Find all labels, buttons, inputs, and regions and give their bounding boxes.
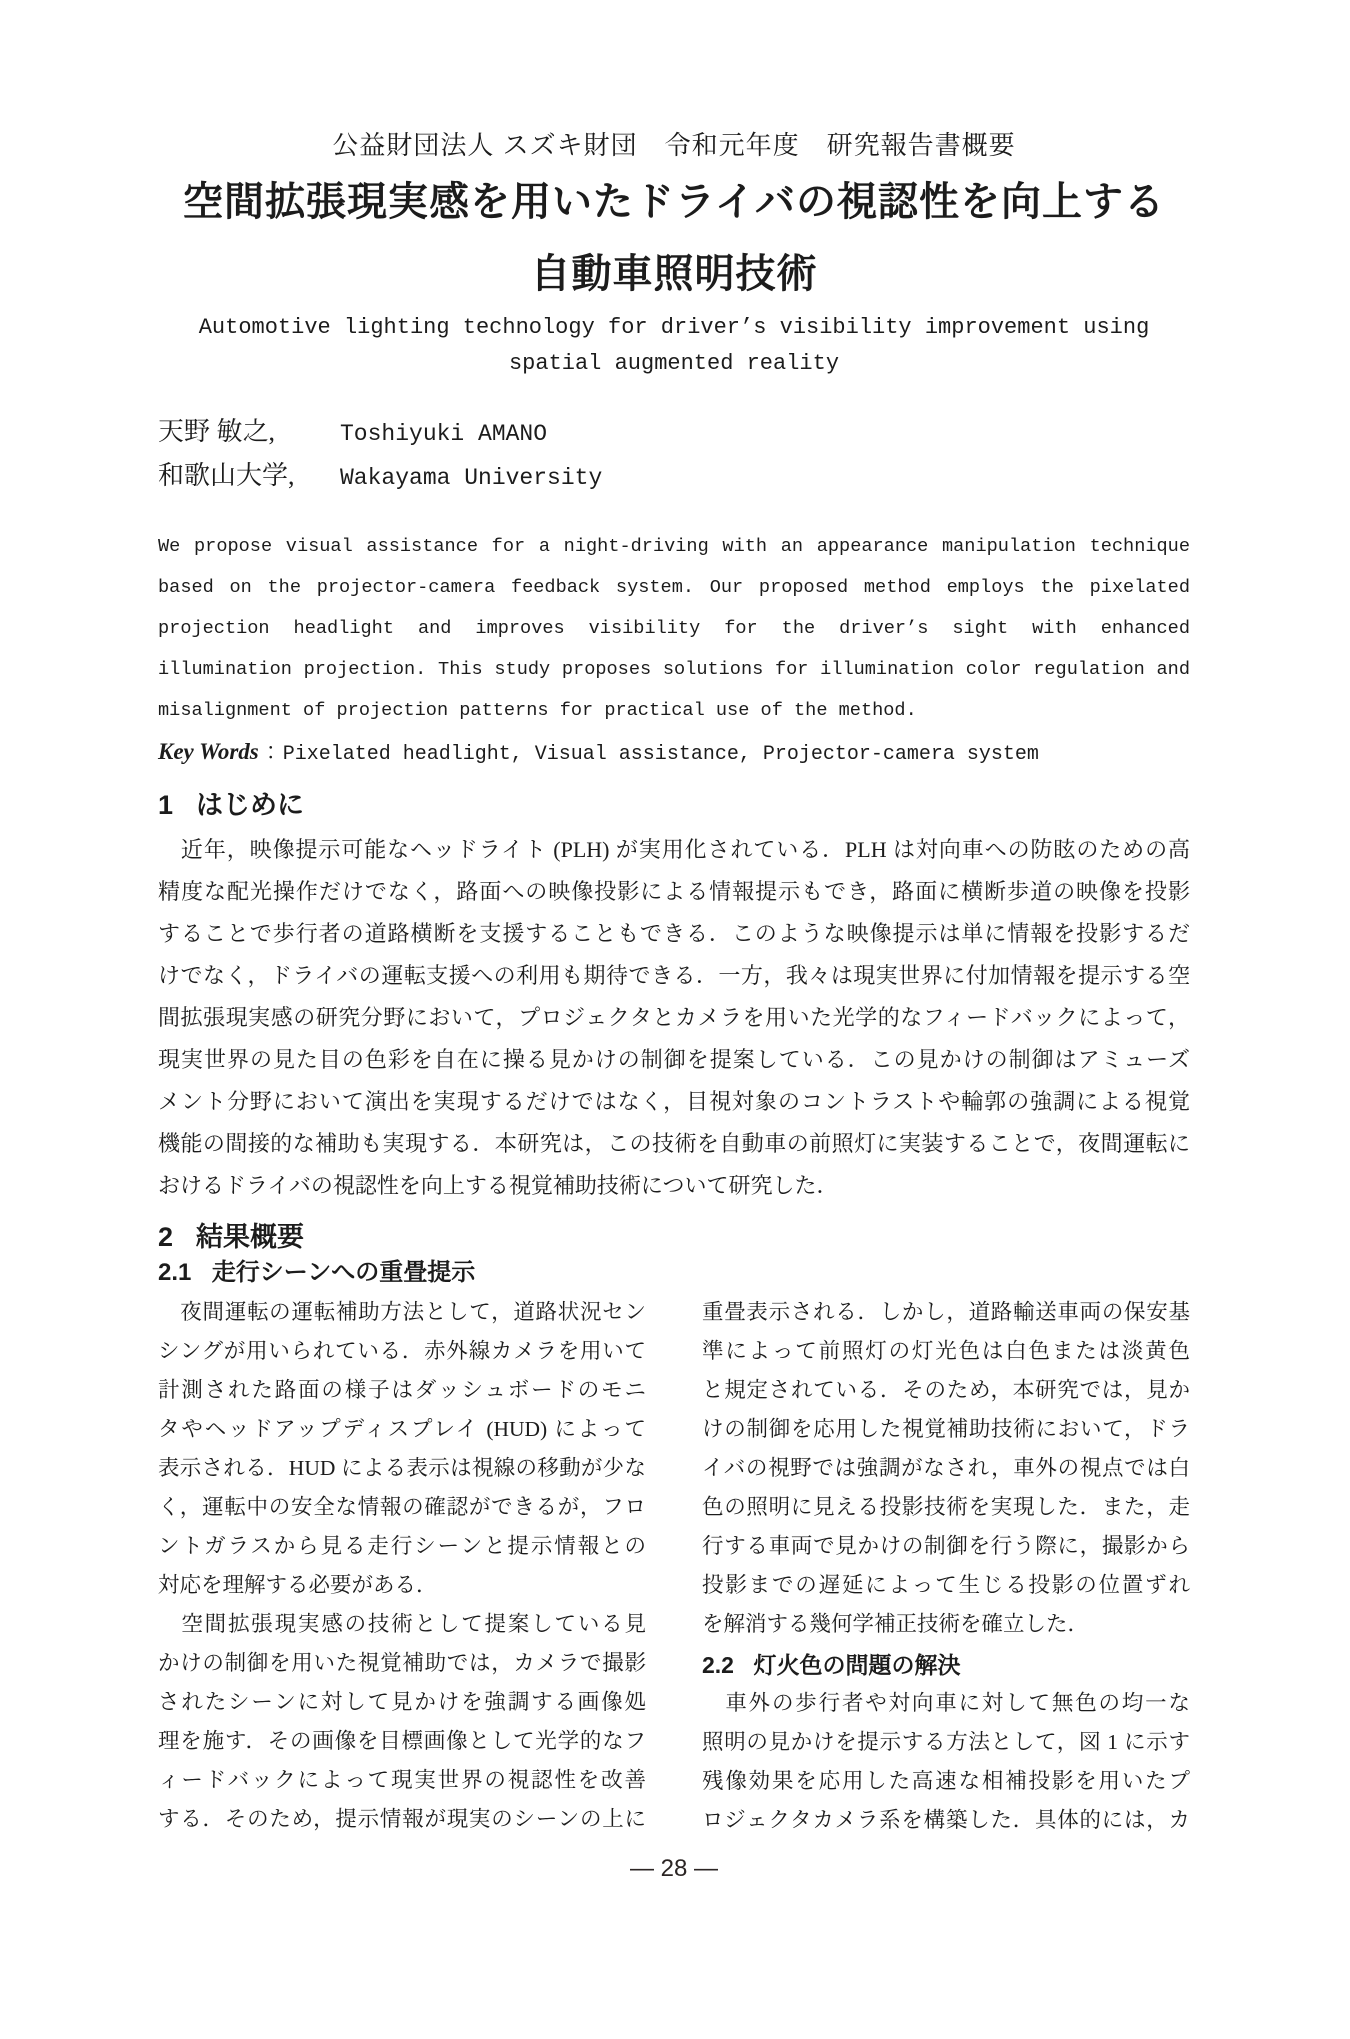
text-line: We propose visual assistance for a night-driving with an appearance manipulation technique [158, 536, 1190, 557]
text-line: based on the projector-camera feedback system. Our proposed method employs the pixelated [158, 577, 1190, 598]
text-line: タやヘッドアップディスプレイ (HUD) によって [158, 1417, 646, 1441]
section-1-heading [158, 787, 1190, 823]
text-line: することで歩行者の道路横断を支援することもできる．このような映像提示は単に情報を投影するだ [158, 921, 1190, 946]
text-line: 間拡張現実感の研究分野において，プロジェクタとカメラを用いた光学的なフィードバックによって， [158, 1005, 1190, 1030]
section-2-1-title: 走行シーンへの重畳提示 [211, 1259, 476, 1286]
text-line: を解消する幾何学補正技術を確立した． [702, 1612, 1090, 1636]
text-line: と規定されている．そのため，本研究では，見か [702, 1378, 1190, 1402]
section-2-title: 結果概要 [195, 1222, 304, 1252]
title-en-line2: spatial augmented reality [508, 351, 840, 376]
right-column [702, 1293, 1190, 1840]
text-line: シングが用いられている．赤外線カメラを用いて [158, 1339, 646, 1363]
text-line: 表示される．HUD による表示は視線の移動が少な [158, 1456, 646, 1480]
section-1-title: はじめに [195, 790, 304, 820]
text-line: ィードバックによって現実世界の視認性を改善 [158, 1768, 646, 1792]
left-column [158, 1293, 646, 1840]
two-column-layout [158, 1293, 1190, 1840]
text-line: する．そのため，提示情報が現実のシーンの上に [158, 1807, 646, 1831]
left-column-paragraph-1 [158, 1293, 646, 1605]
text-line: 準によって前照灯の灯光色は白色または淡黄色 [702, 1339, 1190, 1363]
section-2-2-title: 灯火色の問題の解決 [753, 1652, 961, 1678]
text-line: かけの制御を用いた視覚補助では，カメラで撮影 [158, 1651, 646, 1675]
author-name-en: Toshiyuki AMANO [340, 421, 548, 447]
text-line: misalignment of projection patterns for practical use of the method. [158, 700, 917, 721]
author-row-name [158, 412, 1190, 456]
keywords-label: Key Words [158, 739, 259, 764]
main-title-ja-line1: 空間拡張現実感を用いたドライバの視認性を向上する [183, 180, 1165, 224]
text-line: 機能の間接的な補助も実現する．本研究は，この技術を自動車の前照灯に実装することで，夜間運転に [158, 1131, 1190, 1156]
section-2-1-heading [158, 1257, 1190, 1289]
section-2-2-heading [702, 1650, 1190, 1680]
author-row-affiliation [158, 456, 1190, 500]
text-line: けの制御を応用した視覚補助技術において，ドラ [702, 1417, 1190, 1441]
text-line: されたシーンに対して見かけを強調する画像処 [158, 1690, 646, 1714]
text-line: おけるドライバの視認性を向上する視覚補助技術について研究した． [158, 1173, 839, 1198]
text-line: 空間拡張現実感の技術として提案している見 [158, 1612, 646, 1636]
text-line: 重畳表示される．しかし，道路輸送車両の保安基 [702, 1300, 1190, 1324]
report-page [158, 130, 1190, 1884]
text-line: illumination projection. This study proposes solutions for illumination color regulation and [158, 659, 1190, 680]
text-line: けでなく，ドライバの運転支援への利用も期待できる．一方，我々は現実世界に付加情報を提示する空 [158, 963, 1190, 988]
text-line: 車外の歩行者や対向車に対して無色の均一な [702, 1691, 1190, 1715]
section-2-2-number: 2.2 [702, 1652, 734, 1678]
text-line: 照明の見かけを提示する方法として，図 1 に示す [702, 1730, 1190, 1754]
title-en-line1: Automotive lighting technology for driver’s visibility improvement using [198, 315, 1150, 340]
author-block [158, 412, 1190, 500]
section-2-number: 2 [158, 1222, 174, 1252]
text-line: 残像効果を応用した高速な相補投影を用いたプ [702, 1769, 1190, 1793]
author-name-ja: 天野 敏之, [158, 417, 276, 446]
text-line: 精度な配光操作だけでなく，路面への映像投影による情報提示もでき，路面に横断歩道の映像を投影 [158, 879, 1190, 904]
text-line: 計測された路面の様子はダッシュボードのモニ [158, 1378, 646, 1402]
text-line: 現実世界の見た目の色彩を自在に操る見かけの制御を提案している．この見かけの制御はアミューズ [158, 1047, 1190, 1072]
text-line: 近年，映像提示可能なヘッドライト (PLH) が実用化されている．PLH は対向車への防眩のための高 [158, 837, 1190, 862]
text-line: 行する車両で見かけの制御を行う際に，撮影から [702, 1534, 1190, 1558]
section-1-number: 1 [158, 790, 174, 820]
text-line: イバの視野では強調がなされ，車外の視点では白 [702, 1456, 1190, 1480]
section-2-heading [158, 1219, 1190, 1255]
right-column-paragraph-2 [702, 1684, 1190, 1840]
credit-line: 公益財団法人 スズキ財団 令和元年度 研究報告書概要 [332, 130, 1016, 160]
main-title-ja-line2: 自動車照明技術 [530, 252, 818, 296]
text-line: ロジェクタカメラ系を構築した．具体的には，カ [702, 1808, 1190, 1832]
text-line: 色の照明に見える投影技術を実現した．また，走 [702, 1495, 1190, 1519]
right-column-paragraph-1 [702, 1293, 1190, 1644]
keywords-separator: ： [260, 743, 281, 766]
section-1-paragraph [158, 829, 1190, 1207]
text-line: ントガラスから見る走行シーンと提示情報との [158, 1534, 646, 1558]
text-line: く，運転中の安全な情報の確認ができるが，フロ [158, 1495, 646, 1519]
text-line: メント分野において演出を実現するだけではなく，目視対象のコントラストや輪郭の強調による視覚 [158, 1089, 1190, 1114]
keywords-text: Pixelated headlight, Visual assistance, Projector-camera system [282, 743, 1039, 766]
text-line: 夜間運転の運転補助方法として，道路状況セン [158, 1300, 646, 1324]
text-line: 対応を理解する必要がある． [158, 1573, 438, 1597]
keywords-line [158, 731, 1190, 775]
text-line: 理を施す．その画像を目標画像として光学的なフ [158, 1729, 646, 1753]
page-number: — 28 — [629, 1855, 719, 1882]
text-line: 投影までの遅延によって生じる投影の位置ずれ [702, 1573, 1190, 1597]
section-2-1-number: 2.1 [158, 1259, 192, 1286]
left-column-paragraph-2 [158, 1605, 646, 1839]
affiliation-ja: 和歌山大学, [158, 461, 295, 490]
abstract-paragraph [158, 526, 1190, 731]
affiliation-en: Wakayama University [340, 465, 603, 491]
text-line: projection headlight and improves visibility for the driver’s sight with enhanced [158, 618, 1190, 639]
